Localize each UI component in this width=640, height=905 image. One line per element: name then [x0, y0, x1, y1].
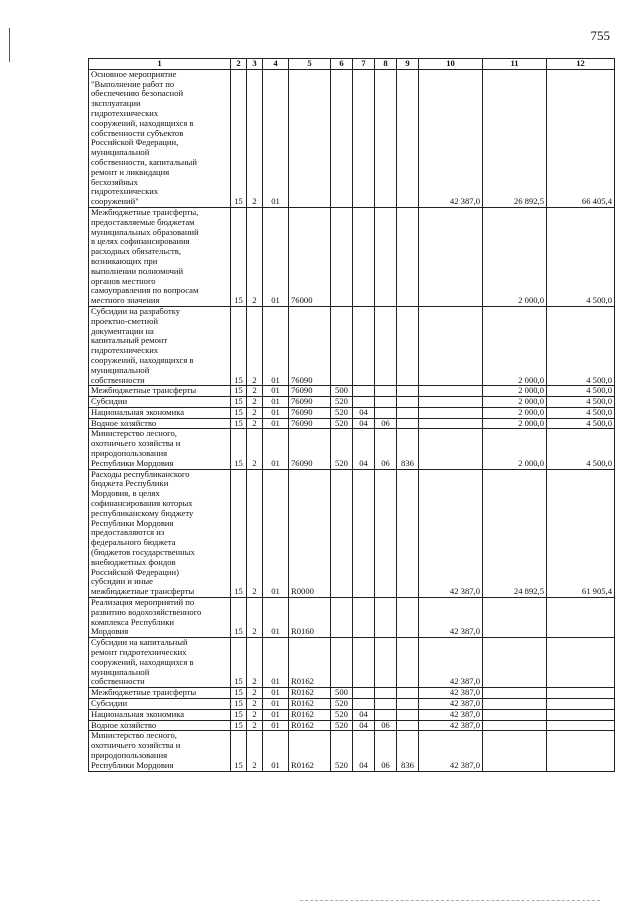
- cell-col-9: [397, 638, 419, 688]
- budget-table: [88, 58, 615, 772]
- cell-col-11: 2 000,0: [483, 397, 547, 408]
- cell-col-5: R0162: [289, 709, 331, 720]
- table-row: [89, 69, 615, 207]
- cell-col-4: 01: [263, 699, 289, 710]
- cell-col-3: 2: [247, 699, 263, 710]
- cell-col-12: [547, 731, 615, 771]
- cell-col-4: 01: [263, 418, 289, 429]
- header-cell: 8: [375, 59, 397, 70]
- cell-col-11: 2 000,0: [483, 306, 547, 385]
- cell-col-8: [375, 688, 397, 699]
- cell-col-2: 15: [231, 69, 247, 207]
- cell-col-10: 42 387,0: [419, 709, 483, 720]
- cell-col-4: 01: [263, 709, 289, 720]
- cell-col-12: 4 500,0: [547, 429, 615, 469]
- cell-col-9: [397, 207, 419, 306]
- header-cell: 6: [331, 59, 353, 70]
- cell-col-5: R0160: [289, 598, 331, 638]
- cell-col-2: 15: [231, 429, 247, 469]
- cell-col-3: 2: [247, 418, 263, 429]
- cell-col-4: 01: [263, 731, 289, 771]
- table-row: [89, 688, 615, 699]
- header-cell: 4: [263, 59, 289, 70]
- cell-col-5: R0162: [289, 638, 331, 688]
- cell-col-4: 01: [263, 207, 289, 306]
- cell-col-11: 24 892,5: [483, 469, 547, 597]
- cell-col-7: 04: [353, 418, 375, 429]
- cell-col-3: 2: [247, 720, 263, 731]
- cell-col-3: 2: [247, 598, 263, 638]
- table-row: [89, 397, 615, 408]
- row-name: Национальная экономика: [89, 407, 231, 418]
- cell-col-2: 15: [231, 469, 247, 597]
- cell-col-10: [419, 306, 483, 385]
- table-row: [89, 699, 615, 710]
- cell-col-8: [375, 469, 397, 597]
- cell-col-4: 01: [263, 386, 289, 397]
- table-row: [89, 207, 615, 306]
- cell-col-6: 500: [331, 386, 353, 397]
- cell-col-11: 2 000,0: [483, 386, 547, 397]
- cell-col-11: [483, 731, 547, 771]
- cell-col-6: [331, 598, 353, 638]
- cell-col-8: [375, 407, 397, 418]
- cell-col-11: 26 892,5: [483, 69, 547, 207]
- cell-col-5: 76090: [289, 397, 331, 408]
- cell-col-2: 15: [231, 397, 247, 408]
- cell-col-6: 520: [331, 407, 353, 418]
- cell-col-9: [397, 386, 419, 397]
- row-name: Основное мероприятие "Выполнение работ по обеспечению безопасной эксплуатации гидротехнических сооружений, находящихся в собственности субъектов Российской Федерации, муниципальной собственности, капитальный ремонт и ликвидация бесхозяйных гидротехнических сооружений": [89, 69, 231, 207]
- cell-col-8: [375, 699, 397, 710]
- cell-col-11: 2 000,0: [483, 429, 547, 469]
- cell-col-7: [353, 306, 375, 385]
- cell-col-6: 500: [331, 688, 353, 699]
- margin-mark: [9, 28, 10, 62]
- cell-col-7: 04: [353, 407, 375, 418]
- cell-col-7: 04: [353, 720, 375, 731]
- cell-col-5: R0000: [289, 469, 331, 597]
- cell-col-12: 61 905,4: [547, 469, 615, 597]
- cell-col-10: [419, 418, 483, 429]
- row-name: Водное хозяйство: [89, 720, 231, 731]
- cell-col-7: [353, 688, 375, 699]
- table-row: [89, 386, 615, 397]
- cell-col-2: 15: [231, 720, 247, 731]
- cell-col-12: [547, 709, 615, 720]
- cell-col-3: 2: [247, 386, 263, 397]
- cell-col-9: [397, 720, 419, 731]
- cell-col-8: [375, 386, 397, 397]
- cell-col-8: 06: [375, 720, 397, 731]
- cell-col-12: [547, 699, 615, 710]
- cell-col-6: 520: [331, 709, 353, 720]
- cell-col-5: [289, 69, 331, 207]
- cell-col-10: 42 387,0: [419, 720, 483, 731]
- cell-col-8: [375, 69, 397, 207]
- cell-col-5: R0162: [289, 720, 331, 731]
- cell-col-10: [419, 207, 483, 306]
- cell-col-6: [331, 207, 353, 306]
- cell-col-7: [353, 699, 375, 710]
- cell-col-10: [419, 397, 483, 408]
- header-cell: 3: [247, 59, 263, 70]
- cell-col-9: [397, 407, 419, 418]
- cell-col-7: [353, 69, 375, 207]
- cell-col-2: 15: [231, 699, 247, 710]
- cell-col-9: [397, 306, 419, 385]
- cell-col-3: 2: [247, 407, 263, 418]
- cell-col-11: 2 000,0: [483, 207, 547, 306]
- header-cell: 12: [547, 59, 615, 70]
- cell-col-9: [397, 469, 419, 597]
- cell-col-9: [397, 397, 419, 408]
- cell-col-10: 42 387,0: [419, 638, 483, 688]
- cell-col-4: 01: [263, 688, 289, 699]
- table-row: [89, 720, 615, 731]
- cell-col-2: 15: [231, 386, 247, 397]
- row-name: Национальная экономика: [89, 709, 231, 720]
- cell-col-12: 4 500,0: [547, 386, 615, 397]
- header-cell: 10: [419, 59, 483, 70]
- cell-col-10: 42 387,0: [419, 699, 483, 710]
- cell-col-8: [375, 638, 397, 688]
- cell-col-5: 76000: [289, 207, 331, 306]
- cell-col-11: 2 000,0: [483, 407, 547, 418]
- row-name: Субсидии на капитальный ремонт гидротехнических сооружений, находящихся в муниципальной собственности: [89, 638, 231, 688]
- cell-col-12: [547, 638, 615, 688]
- cell-col-4: 01: [263, 720, 289, 731]
- cell-col-11: [483, 720, 547, 731]
- cell-col-5: 76090: [289, 429, 331, 469]
- cell-col-11: [483, 638, 547, 688]
- cell-col-9: [397, 69, 419, 207]
- cell-col-11: 2 000,0: [483, 418, 547, 429]
- cell-col-10: 42 387,0: [419, 688, 483, 699]
- cell-col-2: 15: [231, 688, 247, 699]
- cell-col-4: 01: [263, 407, 289, 418]
- row-name: Водное хозяйство: [89, 418, 231, 429]
- cell-col-4: 01: [263, 429, 289, 469]
- cell-col-11: [483, 598, 547, 638]
- cell-col-3: 2: [247, 638, 263, 688]
- cell-col-11: [483, 688, 547, 699]
- cell-col-12: 4 500,0: [547, 418, 615, 429]
- row-name: Межбюджетные трансферты, предоставляемые бюджетам муниципальных образований в целях софинансирования расходных обязательств, возникающих при выполнении полномочий органов местного самоуправления по вопросам местного значения: [89, 207, 231, 306]
- cell-col-5: 76090: [289, 418, 331, 429]
- cell-col-6: 520: [331, 397, 353, 408]
- cell-col-2: 15: [231, 598, 247, 638]
- cell-col-9: [397, 709, 419, 720]
- table-row: [89, 638, 615, 688]
- cell-col-10: 42 387,0: [419, 598, 483, 638]
- cell-col-7: 04: [353, 429, 375, 469]
- cell-col-3: 2: [247, 731, 263, 771]
- cell-col-2: 15: [231, 418, 247, 429]
- cell-col-11: [483, 699, 547, 710]
- row-name: Министерство лесного, охотничьего хозяйства и природопользования Республики Мордовия: [89, 731, 231, 771]
- cell-col-2: 15: [231, 207, 247, 306]
- row-name: Расходы республиканского бюджета Республики Мордовия, в целях софинансирования которых республиканскому бюджету Республики Мордовия предоставляются из федерального бюджета (бюджетов государственных внебюджетных фондов Российской Федерации) субсидии и иные межбюджетные трансферты: [89, 469, 231, 597]
- cell-col-8: 06: [375, 418, 397, 429]
- row-name: Субсидии на разработку проектно-сметной документации на капитальный ремонт гидротехнических сооружений, находящихся в муниципальной собственности: [89, 306, 231, 385]
- cell-col-5: 76090: [289, 407, 331, 418]
- cell-col-12: [547, 688, 615, 699]
- cell-col-2: 15: [231, 306, 247, 385]
- cell-col-3: 2: [247, 397, 263, 408]
- cell-col-3: 2: [247, 709, 263, 720]
- cell-col-6: 520: [331, 699, 353, 710]
- cell-col-5: 76090: [289, 386, 331, 397]
- cell-col-4: 01: [263, 638, 289, 688]
- cell-col-2: 15: [231, 731, 247, 771]
- table-row: [89, 598, 615, 638]
- footer-line: [300, 900, 600, 902]
- cell-col-9: [397, 688, 419, 699]
- cell-col-8: [375, 306, 397, 385]
- cell-col-9: 836: [397, 429, 419, 469]
- cell-col-7: [353, 598, 375, 638]
- cell-col-8: [375, 598, 397, 638]
- table-row: [89, 429, 615, 469]
- cell-col-10: 42 387,0: [419, 69, 483, 207]
- header-cell: 5: [289, 59, 331, 70]
- cell-col-10: 42 387,0: [419, 469, 483, 597]
- cell-col-2: 15: [231, 407, 247, 418]
- table-row: [89, 407, 615, 418]
- cell-col-3: 2: [247, 207, 263, 306]
- table-row: [89, 709, 615, 720]
- cell-col-8: [375, 397, 397, 408]
- header-cell: 7: [353, 59, 375, 70]
- cell-col-5: 76090: [289, 306, 331, 385]
- cell-col-4: 01: [263, 598, 289, 638]
- cell-col-2: 15: [231, 709, 247, 720]
- cell-col-6: 520: [331, 720, 353, 731]
- cell-col-3: 2: [247, 306, 263, 385]
- cell-col-8: 06: [375, 731, 397, 771]
- header-cell: 11: [483, 59, 547, 70]
- cell-col-10: [419, 386, 483, 397]
- cell-col-7: [353, 397, 375, 408]
- cell-col-6: [331, 638, 353, 688]
- cell-col-4: 01: [263, 306, 289, 385]
- table-row: [89, 418, 615, 429]
- cell-col-6: 520: [331, 429, 353, 469]
- cell-col-3: 2: [247, 429, 263, 469]
- header-cell: 9: [397, 59, 419, 70]
- cell-col-5: R0162: [289, 731, 331, 771]
- cell-col-12: [547, 720, 615, 731]
- cell-col-7: 04: [353, 731, 375, 771]
- header-cell: 1: [89, 59, 231, 70]
- table-row: [89, 306, 615, 385]
- cell-col-12: [547, 598, 615, 638]
- row-name: Министерство лесного, охотничьего хозяйства и природопользования Республики Мордовия: [89, 429, 231, 469]
- row-name: Субсидии: [89, 397, 231, 408]
- cell-col-6: 520: [331, 731, 353, 771]
- page-number: 755: [590, 28, 610, 43]
- header-cell: 2: [231, 59, 247, 70]
- cell-col-7: [353, 469, 375, 597]
- header-row: [89, 59, 615, 70]
- cell-col-4: 01: [263, 69, 289, 207]
- cell-col-7: [353, 638, 375, 688]
- row-name: Реализация мероприятий по развитию водохозяйственного комплекса Республики Мордовия: [89, 598, 231, 638]
- cell-col-12: 4 500,0: [547, 306, 615, 385]
- cell-col-8: 06: [375, 429, 397, 469]
- cell-col-3: 2: [247, 688, 263, 699]
- cell-col-7: [353, 386, 375, 397]
- cell-col-2: 15: [231, 638, 247, 688]
- cell-col-3: 2: [247, 469, 263, 597]
- cell-col-5: R0162: [289, 688, 331, 699]
- cell-col-8: [375, 709, 397, 720]
- cell-col-4: 01: [263, 397, 289, 408]
- cell-col-12: 4 500,0: [547, 407, 615, 418]
- cell-col-5: R0162: [289, 699, 331, 710]
- cell-col-7: 04: [353, 709, 375, 720]
- cell-col-6: 520: [331, 418, 353, 429]
- cell-col-8: [375, 207, 397, 306]
- table-row: [89, 469, 615, 597]
- cell-col-11: [483, 709, 547, 720]
- row-name: Межбюджетные трансферты: [89, 386, 231, 397]
- cell-col-3: 2: [247, 69, 263, 207]
- cell-col-12: 4 500,0: [547, 397, 615, 408]
- cell-col-10: [419, 429, 483, 469]
- row-name: Межбюджетные трансферты: [89, 688, 231, 699]
- cell-col-6: [331, 469, 353, 597]
- cell-col-9: 836: [397, 731, 419, 771]
- cell-col-10: [419, 407, 483, 418]
- cell-col-9: [397, 699, 419, 710]
- row-name: Субсидии: [89, 699, 231, 710]
- cell-col-9: [397, 598, 419, 638]
- cell-col-7: [353, 207, 375, 306]
- cell-col-12: 66 405,4: [547, 69, 615, 207]
- cell-col-10: 42 387,0: [419, 731, 483, 771]
- cell-col-9: [397, 418, 419, 429]
- table-row: [89, 731, 615, 771]
- cell-col-6: [331, 69, 353, 207]
- cell-col-12: 4 500,0: [547, 207, 615, 306]
- cell-col-4: 01: [263, 469, 289, 597]
- cell-col-6: [331, 306, 353, 385]
